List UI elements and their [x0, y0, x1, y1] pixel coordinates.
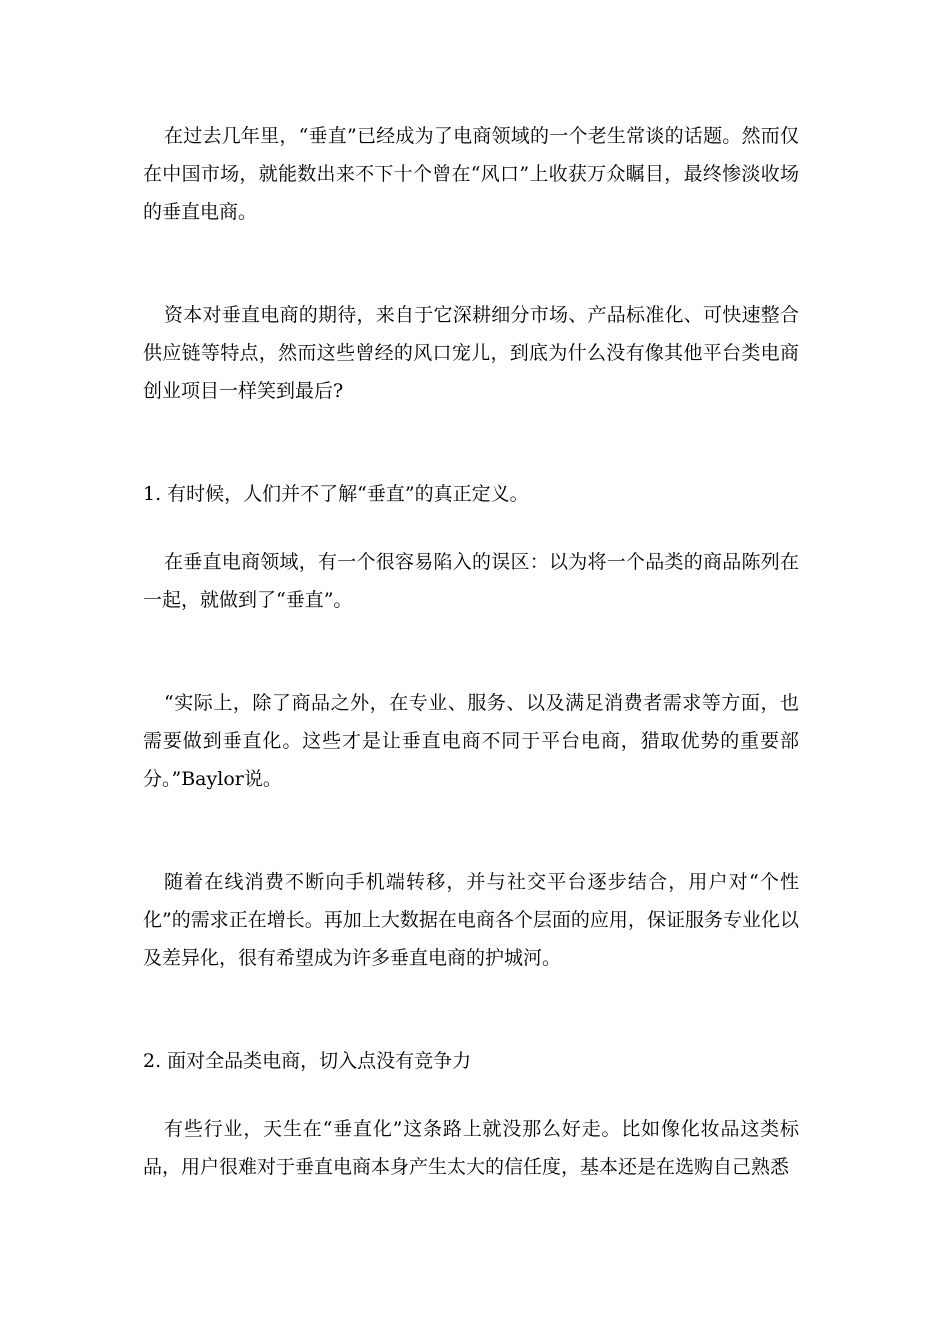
section-heading-2: 2. 面对全品类电商，切入点没有竞争力 [143, 1050, 472, 1072]
paragraph-capital-expectation: 资本对垂直电商的期待，来自于它深耕细分市场、产品标准化、可快速整合供应链等特点，然而这些曾经的风口宠儿，到底为什么没有像其他平台类电商创业项目一样笑到最后? [143, 304, 799, 402]
paragraph-quote-baylor: “实际上，除了商品之外，在专业、服务、以及满足消费者需求等方面，也需要做到垂直化。这些才是让垂直电商不同于平台电商，猎取优势的重要部分。”Baylor说。 [143, 692, 799, 790]
paragraph-misconception: 在垂直电商领域，有一个很容易陷入的误区：以为将一个品类的商品陈列在一起，就做到了“垂直”。 [143, 551, 799, 611]
paragraph-intro: 在过去几年里，“垂直”已经成为了电商领域的一个老生常谈的话题。然而仅在中国市场，就能数出来不下十个曾在“风口”上收获万众瞩目，最终惨淡收场的垂直电商。 [143, 125, 799, 223]
paragraph-industries: 有些行业，天生在“垂直化”这条路上就没那么好走。比如像化妆品这类标品，用户很难对于垂直电商本身产生太大的信任度，基本还是在选购自己熟悉 [143, 1118, 799, 1178]
paragraph-personalization: 随着在线消费不断向手机端转移，并与社交平台逐步结合，用户对“个性化”的需求正在增长。再加上大数据在电商各个层面的应用，保证服务专业化以及差异化，很有希望成为许多垂直电商的护城河。 [143, 871, 799, 969]
section-heading-1: 1. 有时候，人们并不了解“垂直”的真正定义。 [143, 483, 529, 505]
